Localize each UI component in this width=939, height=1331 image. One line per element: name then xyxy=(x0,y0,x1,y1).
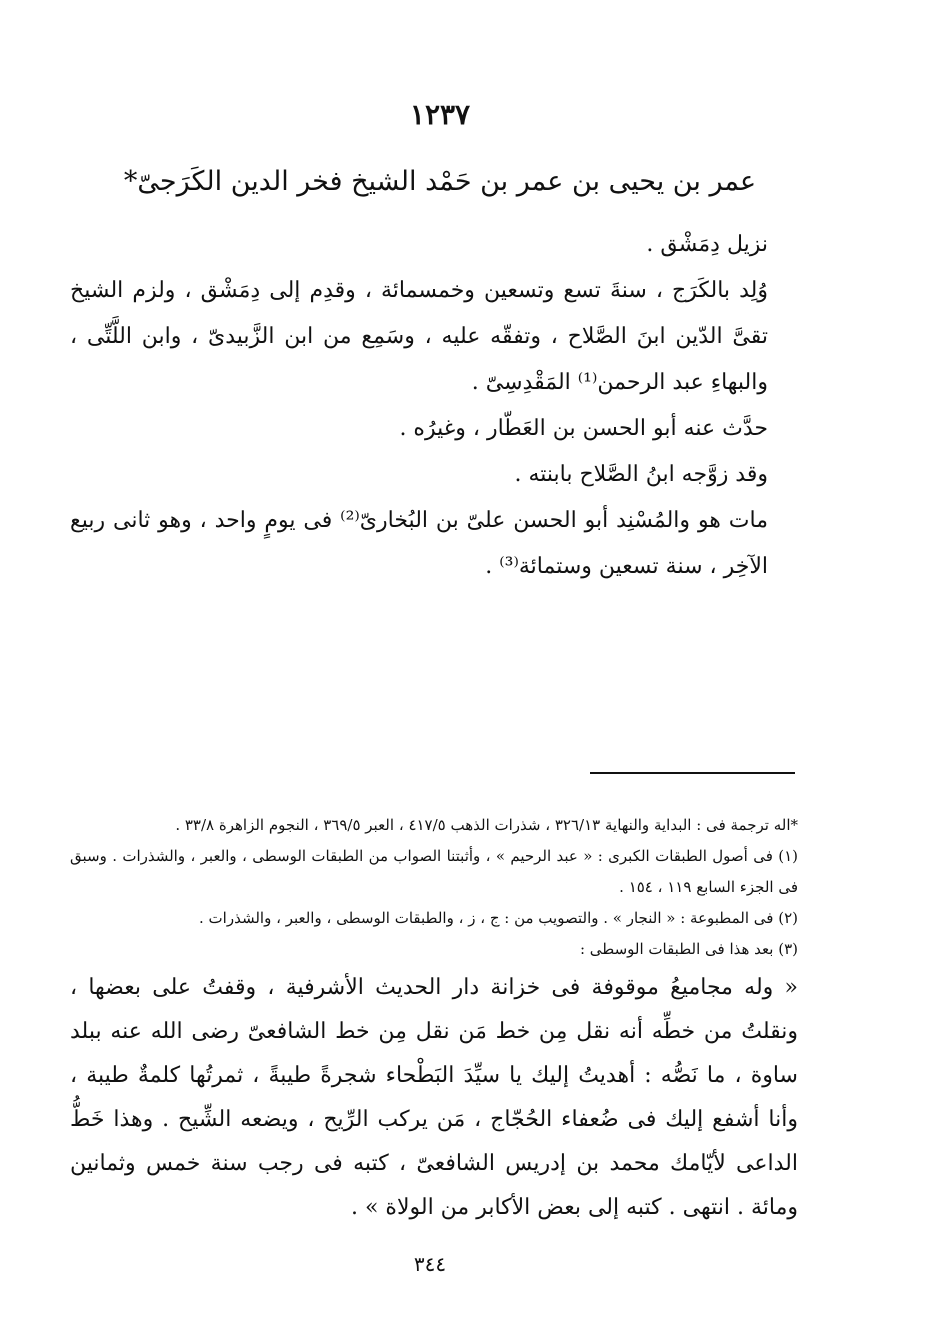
quote-text: « وله مجاميعُ موقوفة فى خزانة دار الحديث الأشرفية ، وقفتُ على بعضها ، ونقلتُ من خطِّه أنه نقل مِن خط مَن نقل مِن خط الشافعىّ رضى الله عنه ببلد ساوة ، ما نَصُّه : أهديتُ إليك يا سيِّدَ البَطْحاء شجرةً طيبةً ، ثمرتُها كلمةٌ طيبة ، وأنا أشفع إليك فى ضُعفاء الحُجّاج ، مَن يركب الرِّيح ، ويضعه الشِّيح . وهذا خَطُّ الداعى لأيّامك محمد بن إدريس الشافعىّ ، كتبه فى رجب سنة خمس وثمانين ومائة . انتهى . كتبه إلى بعض الأكابر من الولاة » . xyxy=(70,975,798,1220)
entry-number: ١٢٣٧ xyxy=(409,98,471,131)
paragraph-death: مات هو والمُسْنِد أبو الحسن علىّ بن البُخارىّ⁽²⁾ فى يومٍ واحد ، وهو ثانى ربيع الآخِر ، سنة تسعين وستمائة⁽³⁾ . xyxy=(70,508,768,579)
footnotes xyxy=(70,810,798,965)
footnote-divider xyxy=(590,772,795,774)
biography-body xyxy=(70,222,798,590)
footnote-star: *اله ترجمة فى : البداية والنهاية ٣٢٦/١٣ ، شذرات الذهب ٤١٧/٥ ، العبر ٣٦٩/٥ ، النجوم الزاهرة ٣٣/٨ . xyxy=(175,816,798,834)
quoted-passage xyxy=(70,966,798,1230)
footnote-2: (٢) فى المطبوعة : « النجار » . والتصويب من : ج ، ز ، والطبقات الوسطى ، والعبر ، والشذرات . xyxy=(199,909,798,927)
paragraph-narrators: حدَّث عنه أبو الحسن بن العَطّار ، وغيرُه . xyxy=(399,416,768,441)
footnote-1: (١) فى أصول الطبقات الكبرى : « عبد الرحيم » ، وأثبتنا الصواب من الطبقات الوسطى ، والعبر ، والشذرات . وسبق فى الجزء السابع ١١٩ ، ١٥٤ . xyxy=(70,847,798,896)
paragraph-marriage: وقد زوَّجه ابنُ الصَّلاح بابنته . xyxy=(514,462,768,487)
page-number: ٣٤٤ xyxy=(413,1252,447,1276)
footnote-3: (٣) بعد هذا فى الطبقات الوسطى : xyxy=(579,940,798,958)
entry-title: عمر بن يحيى بن عمر بن حَمْد الشيخ فخر الدين الكَرَجىّ* xyxy=(123,166,757,197)
paragraph-birth: وُلِد بالكَرَج ، سنةَ تسع وتسعين وخمسمائة ، وقدِم إلى دِمَشْق ، ولزم الشيخ تقىَّ الدّين ابنَ الصَّلاح ، وتفقّه عليه ، وسَمِع من ابن الزَّبيدىّ ، وابن اللَّتِّى ، والبهاءِ عبد الرحمن⁽¹⁾ المَقْدِسِىّ . xyxy=(70,278,768,395)
paragraph-residence: نزيل دِمَشْق . xyxy=(646,232,768,257)
